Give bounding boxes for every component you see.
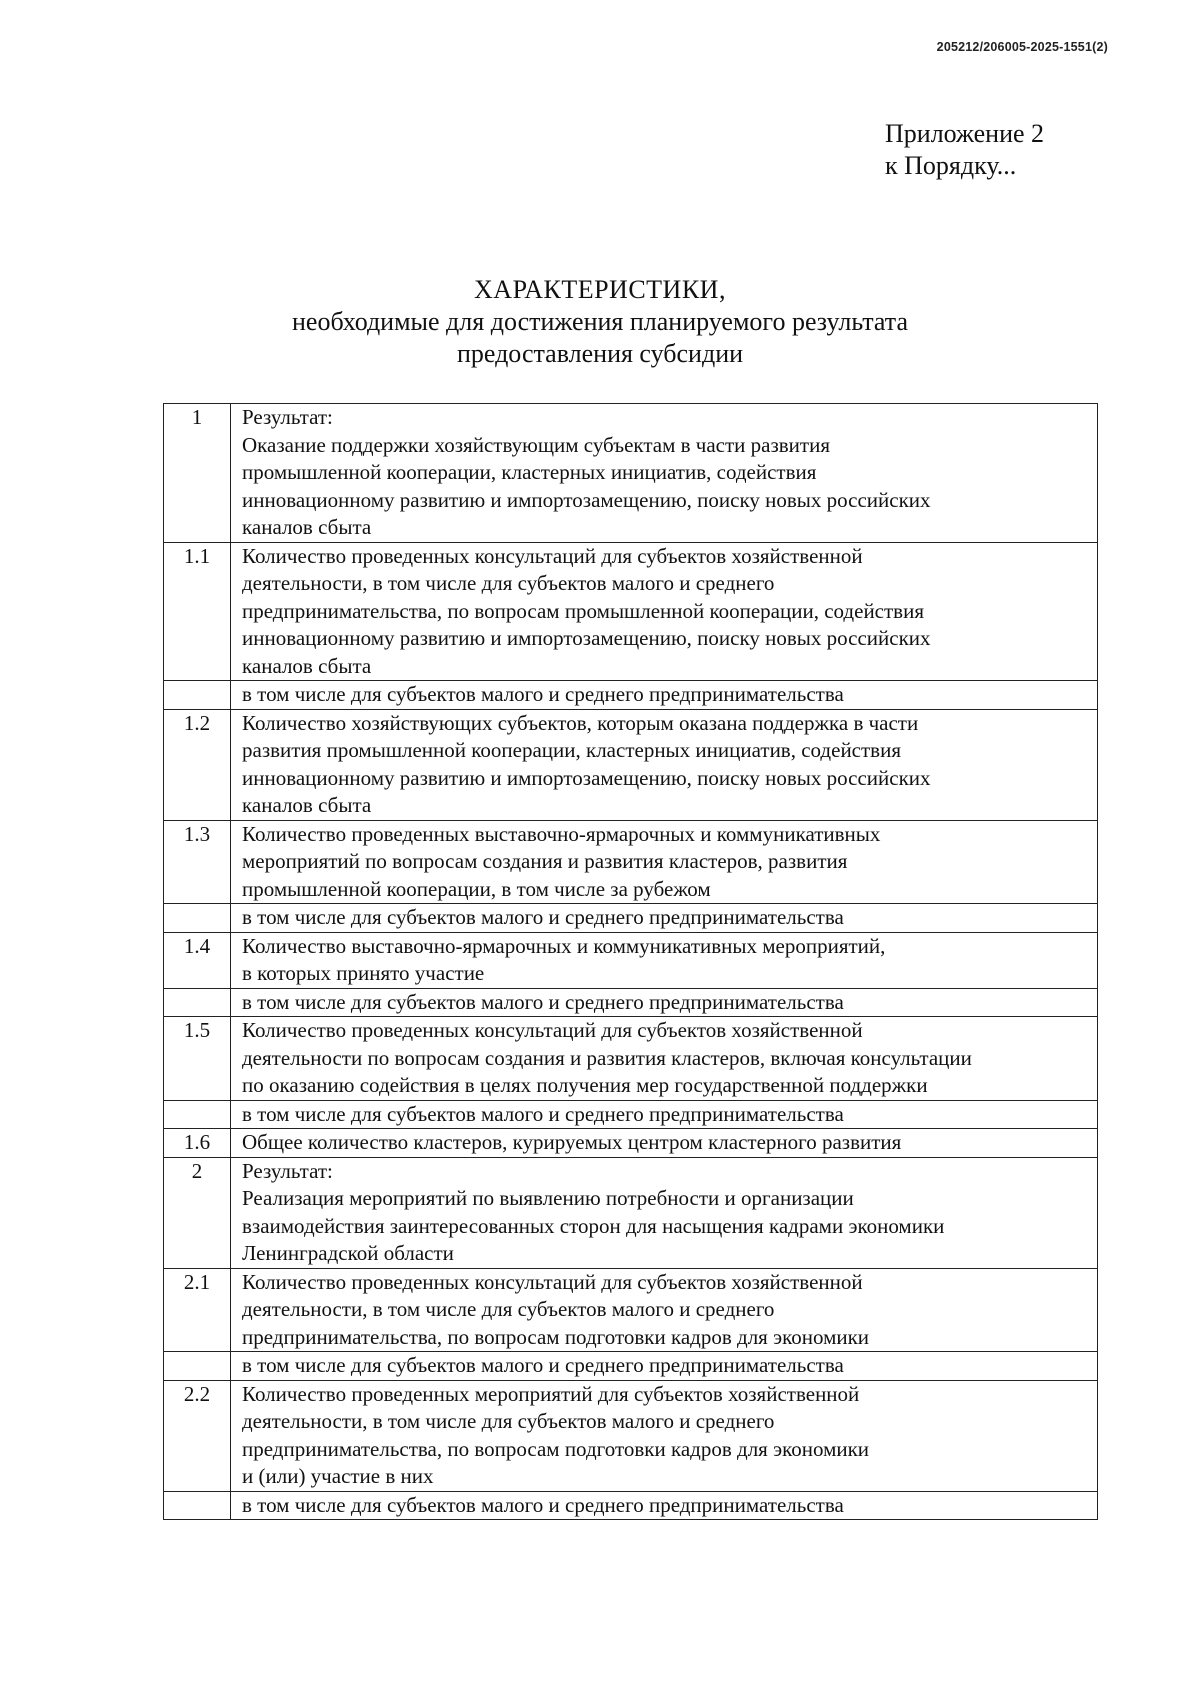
description-line: предпринимательства, по вопросам подготовки кадров для экономики — [242, 1324, 870, 1349]
description-line: в том числе для субъектов малого и среднего предпринимательства — [242, 1353, 844, 1377]
row-description — [231, 1100, 1098, 1129]
row-description — [231, 709, 1098, 820]
description-line: Количество проведенных мероприятий для субъектов хозяйственной — [242, 1381, 860, 1406]
description-line: предпринимательства, по вопросам подготовки кадров для экономики — [242, 1436, 870, 1461]
table-row — [164, 1352, 1098, 1381]
row-number: 1.1 — [164, 542, 231, 681]
description-line: инновационному развитию и импортозамещению, поиску новых российских — [242, 626, 931, 650]
description-line: Оказание поддержки хозяйствующим субъектам в части развития — [242, 432, 830, 457]
description-line: и (или) участие в них — [242, 1464, 434, 1488]
description-line: Количество хозяйствующих субъектов, которым оказана поддержка в части — [242, 710, 919, 735]
description-line: Количество проведенных выставочно-ярмарочных и коммуникативных — [242, 821, 881, 846]
table-row — [164, 542, 1098, 681]
description-line: Количество выставочно-ярмарочных и коммуникативных мероприятий, — [242, 933, 886, 958]
row-description — [231, 1017, 1098, 1101]
description-line: в том числе для субъектов малого и среднего предпринимательства — [242, 1101, 844, 1126]
row-number: 2.1 — [164, 1268, 231, 1352]
row-description — [231, 988, 1098, 1017]
appendix-line-1: Приложение 2 — [885, 119, 1045, 148]
description-line: деятельности, в том числе для субъектов малого и среднего — [242, 1409, 775, 1433]
description-line: Общее количество кластеров, курируемых центром кластерного развития — [242, 1130, 902, 1154]
row-description — [231, 1491, 1098, 1520]
appendix-line-2: к Порядку... — [885, 151, 1017, 180]
row-description — [231, 404, 1098, 543]
row-number: 1.2 — [164, 709, 231, 820]
row-description — [231, 904, 1098, 933]
description-line: развития промышленной кооперации, кластерных инициатив, содействия — [242, 738, 901, 762]
table-row — [164, 709, 1098, 820]
description-line: в том числе для субъектов малого и среднего предпринимательства — [242, 1492, 844, 1517]
description-line: в том числе для субъектов малого и среднего предпринимательства — [242, 905, 844, 929]
row-description — [231, 1352, 1098, 1381]
table-row — [164, 1100, 1098, 1129]
row-number — [164, 681, 231, 710]
description-line: в том числе для субъектов малого и среднего предпринимательства — [242, 989, 844, 1014]
description-line: инновационному развитию и импортозамещению, поиску новых российских — [242, 487, 931, 512]
row-description — [231, 542, 1098, 681]
description-line: мероприятий по вопросам создания и развития кластеров, развития — [242, 849, 848, 873]
row-description — [231, 932, 1098, 988]
document-title — [0, 274, 1200, 370]
row-number — [164, 904, 231, 933]
description-line: в том числе для субъектов малого и среднего предпринимательства — [242, 682, 844, 706]
description-line: каналов сбыта — [242, 793, 372, 817]
row-description — [231, 1380, 1098, 1491]
description-line: промышленной кооперации, кластерных инициатив, содействия — [242, 460, 817, 484]
row-description — [231, 820, 1098, 904]
description-line: промышленной кооперации, в том числе за рубежом — [242, 876, 711, 901]
description-line: взаимодействия заинтересованных сторон для насыщения кадрами экономики — [242, 1213, 945, 1238]
description-line: по оказанию содействия в целях получения мер государственной поддержки — [242, 1073, 928, 1097]
appendix-note — [885, 118, 1044, 182]
table-row — [164, 1157, 1098, 1268]
description-line: инновационному развитию и импортозамещению, поиску новых российских — [242, 765, 931, 790]
description-line: деятельности по вопросам создания и развития кластеров, включая консультации — [242, 1045, 972, 1070]
table-row — [164, 681, 1098, 710]
table-row — [164, 1017, 1098, 1101]
description-line: каналов сбыта — [242, 653, 372, 678]
row-description — [231, 1129, 1098, 1158]
description-line: предпринимательства, по вопросам промышленной кооперации, содействия — [242, 598, 924, 623]
row-description — [231, 681, 1098, 710]
description-line: каналов сбыта — [242, 515, 372, 539]
row-number: 1 — [164, 404, 231, 543]
row-number: 1.5 — [164, 1017, 231, 1101]
row-number: 1.4 — [164, 932, 231, 988]
description-line: Количество проведенных консультаций для субъектов хозяйственной — [242, 1018, 863, 1042]
table-row — [164, 820, 1098, 904]
row-number: 2.2 — [164, 1380, 231, 1491]
table-row — [164, 404, 1098, 543]
row-number — [164, 1352, 231, 1381]
row-description — [231, 1157, 1098, 1268]
description-line: Количество проведенных консультаций для субъектов хозяйственной — [242, 1269, 863, 1294]
table-row — [164, 1268, 1098, 1352]
row-number: 1.6 — [164, 1129, 231, 1158]
description-line: деятельности, в том числе для субъектов малого и среднего — [242, 1297, 775, 1321]
title-subtitle-line-1: необходимые для достижения планируемого результата — [292, 307, 908, 336]
description-line: деятельности, в том числе для субъектов малого и среднего — [242, 571, 775, 595]
description-line: в которых принято участие — [242, 961, 485, 985]
row-number: 1.3 — [164, 820, 231, 904]
row-number — [164, 1100, 231, 1129]
characteristics-table — [163, 403, 1098, 1520]
table-row — [164, 932, 1098, 988]
description-line: Ленинградской области — [242, 1241, 454, 1265]
description-line: Результат: — [242, 405, 333, 429]
description-line: Реализация мероприятий по выявлению потребности и организации — [242, 1186, 854, 1210]
table-row — [164, 1380, 1098, 1491]
row-number: 2 — [164, 1157, 231, 1268]
table-row — [164, 904, 1098, 933]
title-subtitle-line-2: предоставления субсидии — [456, 339, 744, 368]
document-id: 205212/206005-2025-1551(2) — [936, 40, 1108, 54]
row-number — [164, 1491, 231, 1520]
table-row — [164, 1491, 1098, 1520]
table-row — [164, 1129, 1098, 1158]
description-line: Результат: — [242, 1158, 333, 1183]
row-number — [164, 988, 231, 1017]
table-row — [164, 988, 1098, 1017]
description-line: Количество проведенных консультаций для субъектов хозяйственной — [242, 543, 863, 568]
title-main: ХАРАКТЕРИСТИКИ, — [474, 275, 726, 304]
row-description — [231, 1268, 1098, 1352]
